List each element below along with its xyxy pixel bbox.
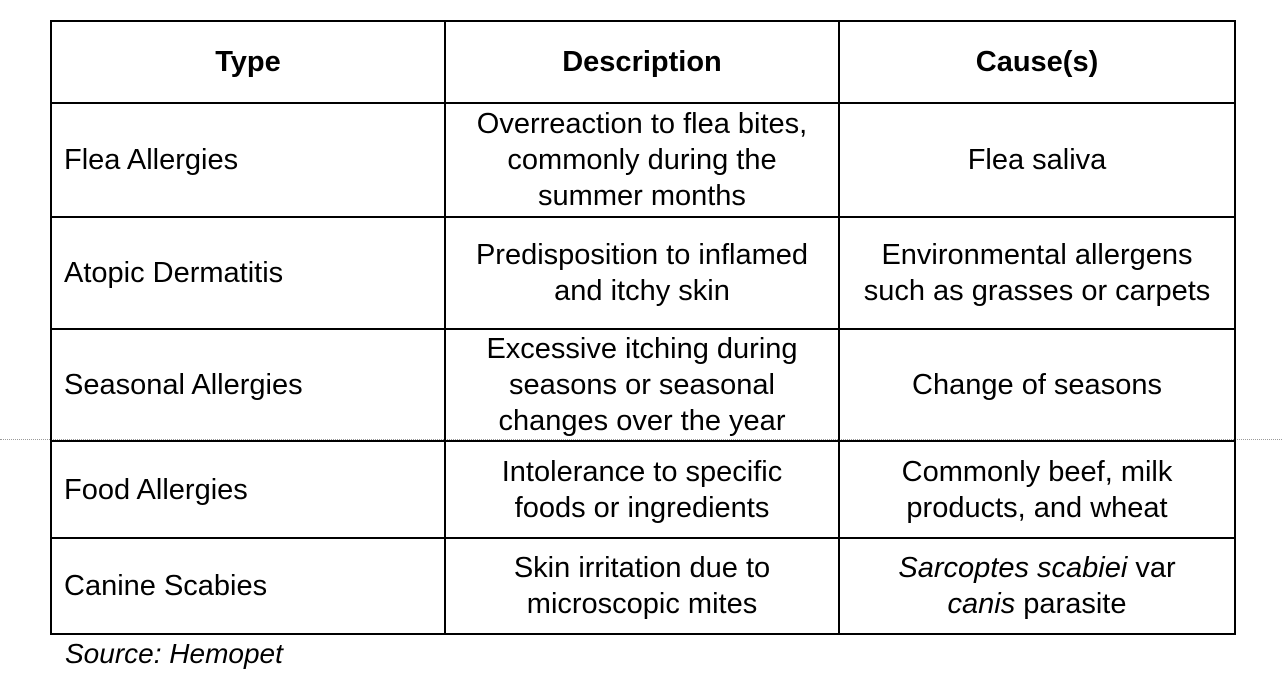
cause-cell	[839, 538, 1235, 634]
header-description: Description	[445, 21, 839, 103]
description-cell: Predisposition to inflamed and itchy skin	[445, 217, 839, 329]
source-note: Source: Hemopet	[65, 638, 283, 669]
type-cell: Seasonal Allergies	[51, 329, 445, 441]
var-word: var	[1127, 552, 1176, 584]
description-cell: Overreaction to flea bites, commonly during the summer months	[445, 103, 839, 217]
header-type: Type	[51, 21, 445, 103]
table-row	[51, 538, 1235, 634]
table-row	[51, 103, 1235, 217]
type-cell: Atopic Dermatitis	[51, 217, 445, 329]
type-cell: Canine Scabies	[51, 538, 445, 634]
description-cell: Excessive itching during seasons or seasonal changes over the year	[445, 329, 839, 441]
cause-cell: Change of seasons	[839, 329, 1235, 441]
cause-cell: Flea saliva	[839, 103, 1235, 217]
header-causes: Cause(s)	[839, 21, 1235, 103]
table-row	[51, 217, 1235, 329]
table-header-row	[51, 21, 1235, 103]
cause-cell: Commonly beef, milk products, and wheat	[839, 441, 1235, 538]
cause-cell: Environmental allergens such as grasses or carpets	[839, 217, 1235, 329]
type-cell: Food Allergies	[51, 441, 445, 538]
species-name: Sarcoptes scabiei	[898, 552, 1128, 584]
variety-name: canis	[947, 588, 1016, 620]
type-cell: Flea Allergies	[51, 103, 445, 217]
description-cell: Intolerance to specific foods or ingredients	[445, 441, 839, 538]
allergy-types-table	[50, 20, 1236, 635]
table-row	[51, 329, 1235, 441]
description-cell: Skin irritation due to microscopic mites	[445, 538, 839, 634]
table-row	[51, 441, 1235, 538]
cause-suffix: parasite	[1015, 588, 1127, 620]
